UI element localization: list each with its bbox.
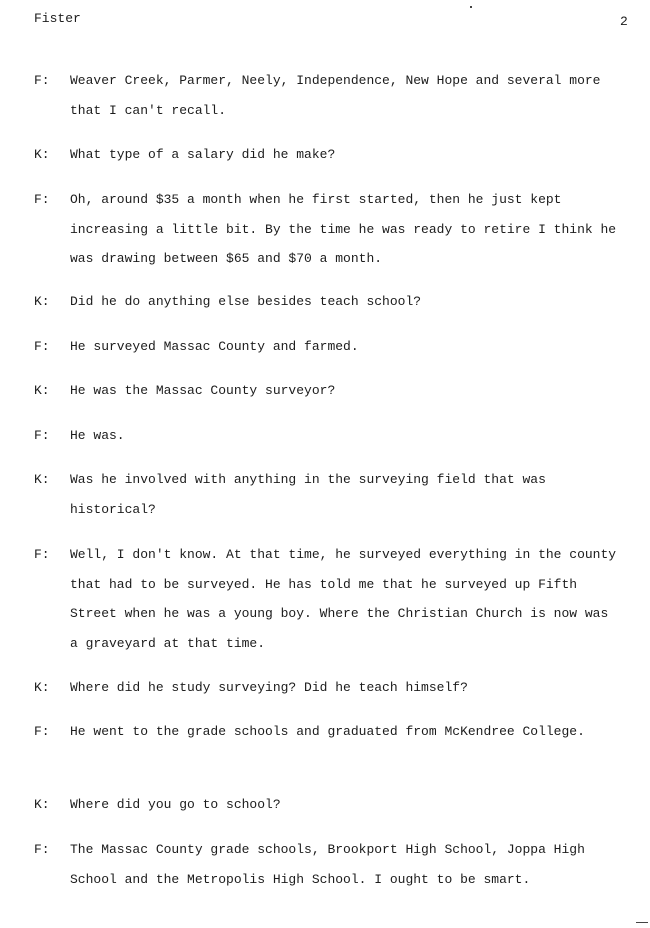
speaker-label: F: [34, 339, 50, 354]
page-number: 2 [620, 14, 628, 29]
entry-text: He went to the grade schools and graduated from McKendree College. [70, 724, 585, 739]
speaker-label: K: [34, 147, 50, 162]
entry-text: Weaver Creek, Parmer, Neely, Independence, New Hope and several more that I can't recall. [70, 73, 601, 118]
entry-text: Did he do anything else besides teach school? [70, 294, 422, 309]
speaker-label: F: [34, 428, 50, 443]
entry-text: He was. [70, 428, 125, 443]
entry-text: Oh, around $35 a month when he first started, then he just kept increasing a little bit. By the time he was ready to retire I think he was drawing between $65 and $70 a month. [70, 192, 617, 266]
speaker-label: F: [34, 842, 50, 857]
speaker-label: K: [34, 472, 50, 487]
scan-edge-mark [636, 922, 648, 923]
speaker-label: F: [34, 73, 50, 88]
scan-speck [470, 6, 472, 8]
speaker-label: K: [34, 797, 50, 812]
speaker-label: K: [34, 383, 50, 398]
speaker-label: K: [34, 294, 50, 309]
speaker-label: F: [34, 724, 50, 739]
entry-text: The Massac County grade schools, Brookport High School, Joppa High School and the Metropolis High School. I ought to be smart. [70, 842, 585, 887]
speaker-label: K: [34, 680, 50, 695]
speaker-label: F: [34, 547, 50, 562]
entry-text: What type of a salary did he make? [70, 147, 336, 162]
header-interviewee-name: Fister [34, 11, 81, 26]
entry-text: Well, I don't know. At that time, he surveyed everything in the county that had to be surveyed. He has told me that he surveyed up Fifth Street when he was a young boy. Where the Christian Church is now was a graveyard at that time. [70, 547, 617, 651]
speaker-label: F: [34, 192, 50, 207]
entry-text: Where did you go to school? [70, 797, 281, 812]
entry-text: He surveyed Massac County and farmed. [70, 339, 359, 354]
entry-text: Was he involved with anything in the surveying field that was historical? [70, 472, 546, 517]
entry-text: He was the Massac County surveyor? [70, 383, 336, 398]
entry-text: Where did he study surveying? Did he teach himself? [70, 680, 468, 695]
